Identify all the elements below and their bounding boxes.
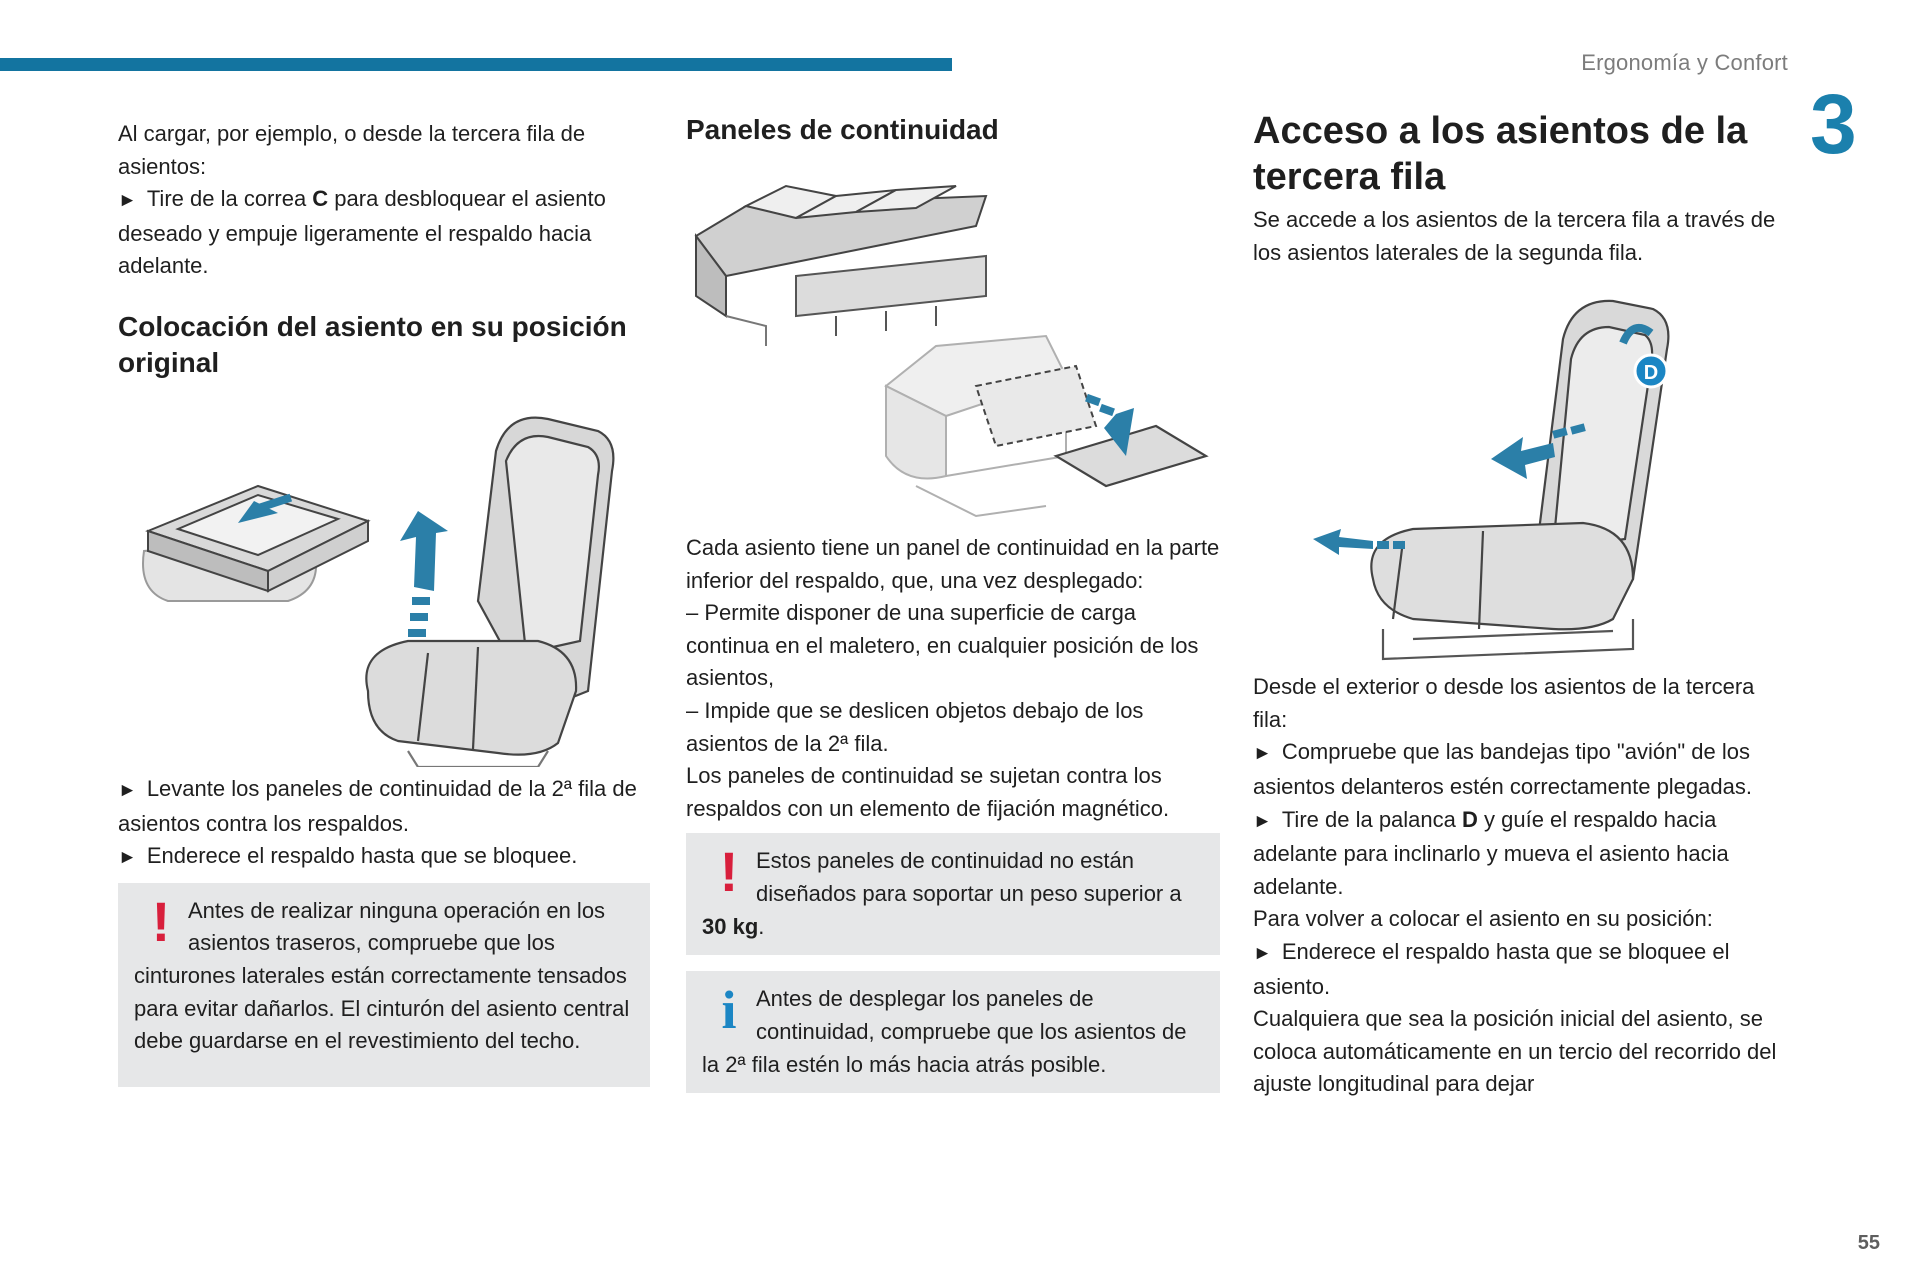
callout-d: D [1462,806,1478,832]
info-note [686,971,1220,1093]
warning-note-text: Antes de realizar ninguna operación en los asientos traseros, compruebe que los cinturones laterales están correctamente tensados para evitar dañarlos. El cinturón del asiento central debe guardarse en el revestimiento del techo. [134,897,630,1054]
third-row-intro: Se accede a los asientos de la tercera fila a través de los asientos laterales de la segunda fila. [1253,207,1776,265]
continuity-panels-description: Cada asiento tiene un panel de continuidad en la parte inferior del respaldo, que, una vez desplegado: [686,535,1220,593]
magnetic-fixing-paragraph: Los paneles de continuidad se sujetan contra los respaldos con un elemento de fijación magnético. [686,763,1170,821]
info-icon: i [721,980,737,1041]
bullet-arrow-icon: ► [1253,810,1272,832]
illustration-continuity-panels [686,156,1220,536]
weight-warning-text: Estos paneles de continuidad no están diseñados para soportar un peso superior a 30 kg. [702,848,1182,939]
automatic-position-paragraph: Cualquiera que sea la posición inicial del asiento, se coloca automáticamente en un tercio del recorrido del ajuste longitudinal para dejar [1253,1006,1777,1097]
illustration-seat-restore [118,391,650,767]
info-note-text: Antes de desplegar los paneles de continuidad, compruebe que los asientos de la 2ª fila estén lo más hacia atrás posible. [702,986,1187,1077]
column-left [118,118,650,1087]
bullet-arrow-icon: ► [118,779,137,801]
warning-note [118,883,650,1087]
step-check-trays: ► Compruebe que las bandejas tipo "avión" de los asientos delanteros estén correctamente plegadas. [1253,739,1752,799]
callout-c: C [312,186,329,212]
section-title: Ergonomía y Confort [1581,50,1788,75]
step-release-seat: ► Tire de la correa C para desbloquear el asiento deseado y empuje ligeramente el respaldo hacia adelante. [118,186,606,279]
exterior-access-paragraph: Desde el exterior o desde los asientos de la tercera fila: [1253,674,1755,732]
bullet-arrow-icon: ► [1253,743,1272,765]
step-lock-seat: ► Enderece el respaldo hasta que se bloquee el asiento. [1253,938,1730,999]
bullet-arrow-icon: ► [118,847,137,869]
intro-paragraph: Al cargar, por ejemplo, o desde la tercera fila de asientos: [118,121,586,179]
bullet-prevent-sliding: – Impide que se deslicen objetos debajo de los asientos de la 2ª fila. [686,697,1144,756]
column-middle [686,114,1220,1093]
heading-continuity-panels: Paneles de continuidad [686,114,999,145]
step-raise-panels: ► Levante los paneles de continuidad de la 2ª fila de asientos contra los respaldos. [118,775,637,836]
bullet-arrow-icon: ► [1253,942,1272,964]
page-number: 55 [1857,1232,1880,1254]
reposition-paragraph: Para volver a colocar el asiento en su posición: [1253,906,1713,932]
heading-original-position: Colocación del asiento en su posición original [118,310,627,378]
weight-warning-note [686,833,1220,955]
exclamation-icon: ! [719,840,739,904]
column-right [1253,108,1793,1101]
step-straighten-backrest: ► Enderece el respaldo hasta que se bloquee. [118,843,578,869]
accent-bar [0,58,952,71]
step-pull-lever: ► Tire de la palanca D y guíe el respaldo hacia adelante para inclinarlo y mueva el asiento hacia adelante. [1253,806,1729,899]
chapter-number: 3 [1810,77,1857,171]
callout-d-label: D [1643,362,1659,385]
illustration-seat-tilt [1253,279,1793,661]
bullet-arrow-icon: ► [118,190,137,212]
heading-third-row-access: Acceso a los asientos de la tercera fila [1253,110,1748,198]
exclamation-icon: ! [151,889,171,953]
bullet-load-surface: – Permite disponer de una superficie de carga continua en el maletero, en cualquier posición de los asientos, [686,600,1199,691]
